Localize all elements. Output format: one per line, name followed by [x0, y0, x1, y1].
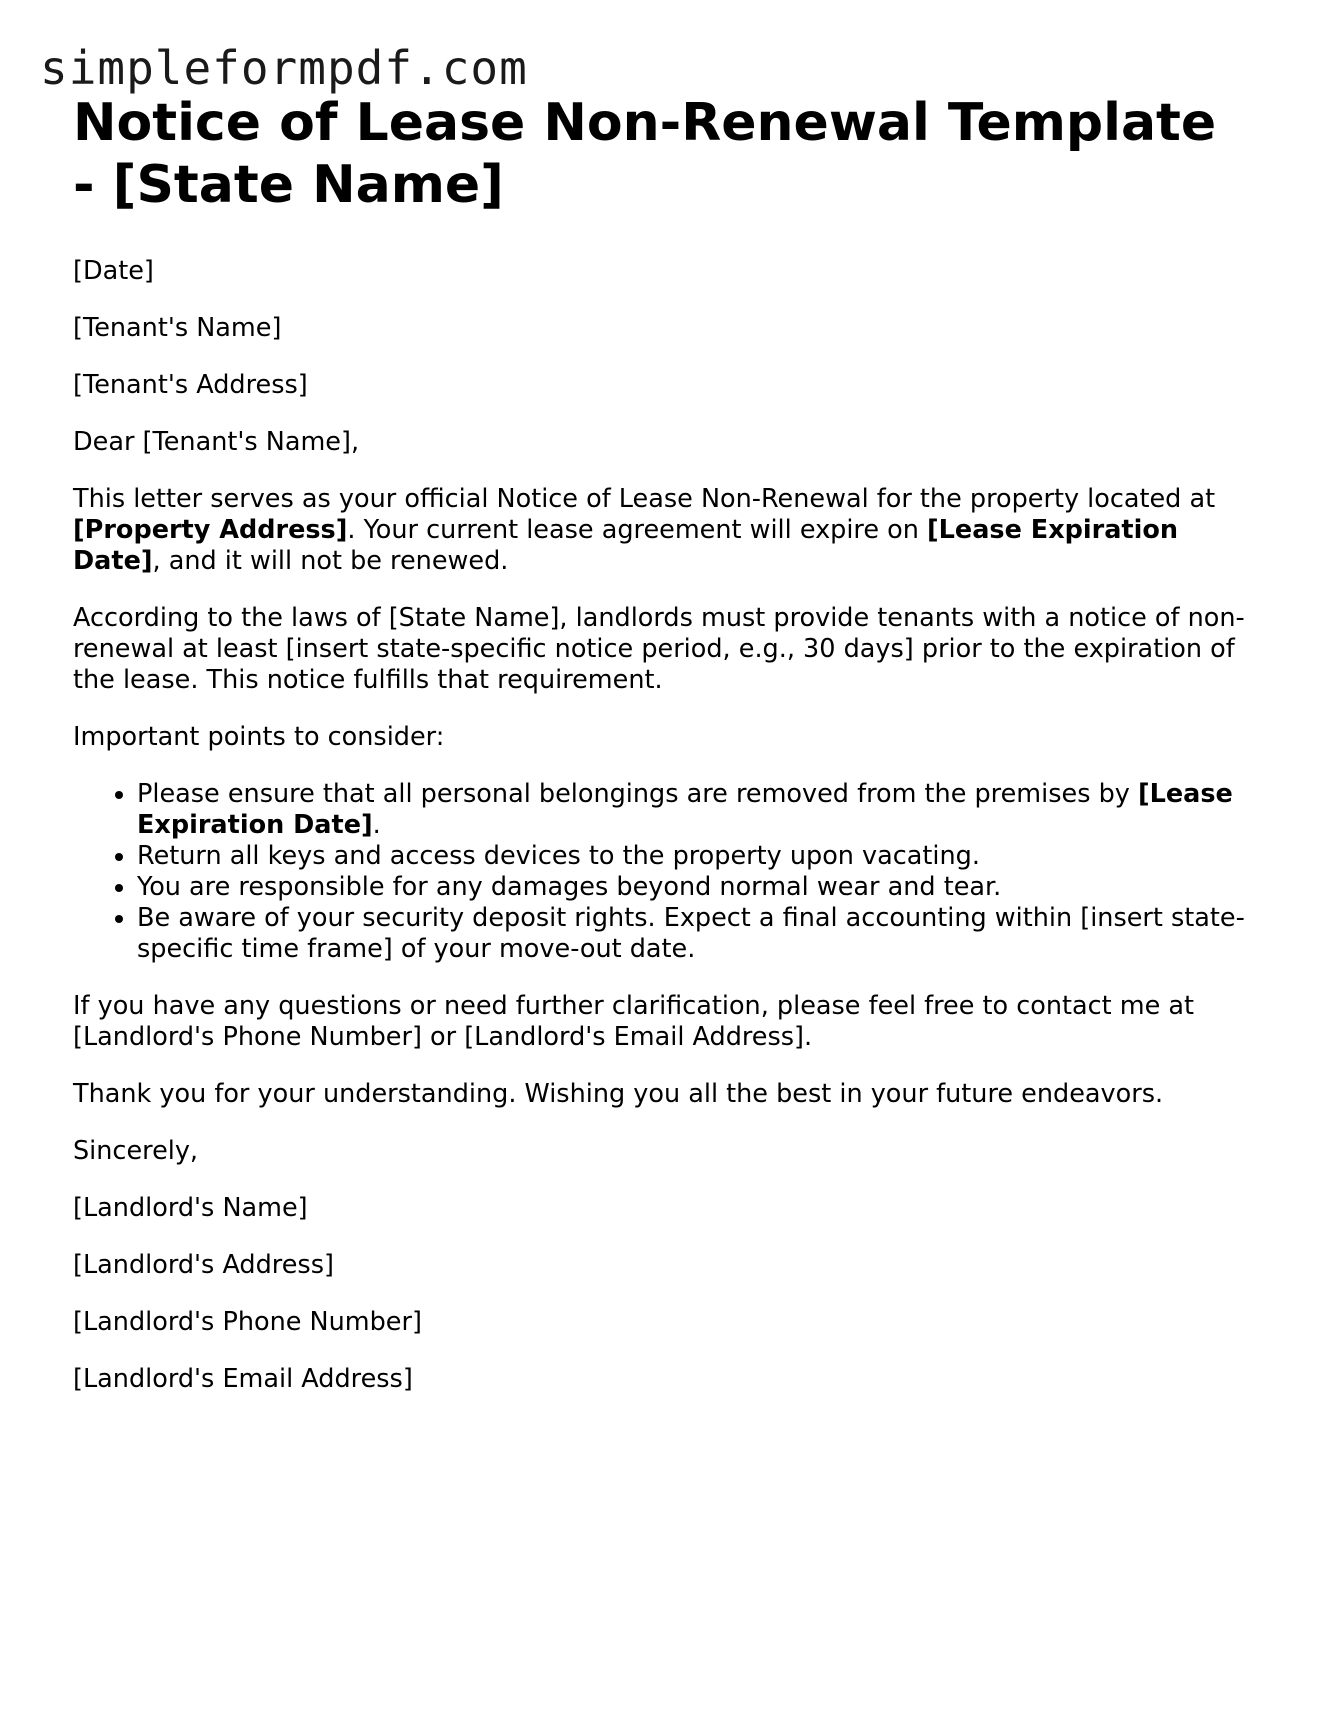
landlord-email-line: [Landlord's Email Address] [73, 1364, 413, 1394]
landlord-name-line: [Landlord's Name] [73, 1193, 308, 1223]
list-item: • You are responsible for any damages beyond normal wear and tear. [137, 872, 1253, 903]
tenant-name-line: [Tenant's Name] [73, 313, 282, 343]
legal-requirement-paragraph: According to the laws of [State Name], landlords must provide tenants with a notice of non-renewal at least [insert state-specific notice period, e.g., 30 days] prior to the expiration of the lease. This notice fulfills that requirement. [73, 603, 1245, 695]
point-1-end: . [372, 810, 381, 840]
list-item [137, 779, 1253, 841]
points-intro: Important points to consider: [73, 722, 445, 752]
notice-text-3: , and it will not be renewed. [152, 546, 509, 576]
letter-body [73, 256, 1253, 1395]
points-list [73, 779, 1253, 965]
tenant-address-line: [Tenant's Address] [73, 370, 308, 400]
property-address-placeholder: [Property Address] [73, 515, 348, 545]
site-watermark: simpleformpdf.com [40, 41, 528, 95]
date-line: [Date] [73, 256, 154, 286]
point-1-text: Please ensure that all personal belongings are removed from the premises by [137, 779, 1138, 809]
notice-text-2: . Your current lease agreement will expire on [347, 515, 928, 545]
list-item: • Return all keys and access devices to the property upon vacating. [137, 841, 1253, 872]
landlord-address-line: [Landlord's Address] [73, 1250, 334, 1280]
landlord-phone-line: [Landlord's Phone Number] [73, 1307, 422, 1337]
notice-text-1: This letter serves as your official Notice of Lease Non-Renewal for the property located at [73, 484, 1216, 514]
thanks-paragraph: Thank you for your understanding. Wishing you all the best in your future endeavors. [73, 1079, 1164, 1109]
point-1-date: [Lease Expiration Date] [137, 779, 1233, 840]
closing: Sincerely, [73, 1136, 199, 1166]
lease-expiration-placeholder: [Lease Expiration Date] [73, 515, 1179, 576]
document-page [73, 92, 1253, 1421]
document-title: Notice of Lease Non-Renewal Template - [State Name] [73, 93, 1217, 215]
salutation: Dear [Tenant's Name], [73, 427, 360, 457]
notice-paragraph [73, 484, 1253, 577]
contact-paragraph: If you have any questions or need further clarification, please feel free to contact me at [Landlord's Phone Number] or [Landlord's Email Address]. [73, 991, 1195, 1052]
list-item: • Be aware of your security deposit rights. Expect a final accounting within [insert state-specific time frame] of your move-out date. [137, 903, 1253, 965]
